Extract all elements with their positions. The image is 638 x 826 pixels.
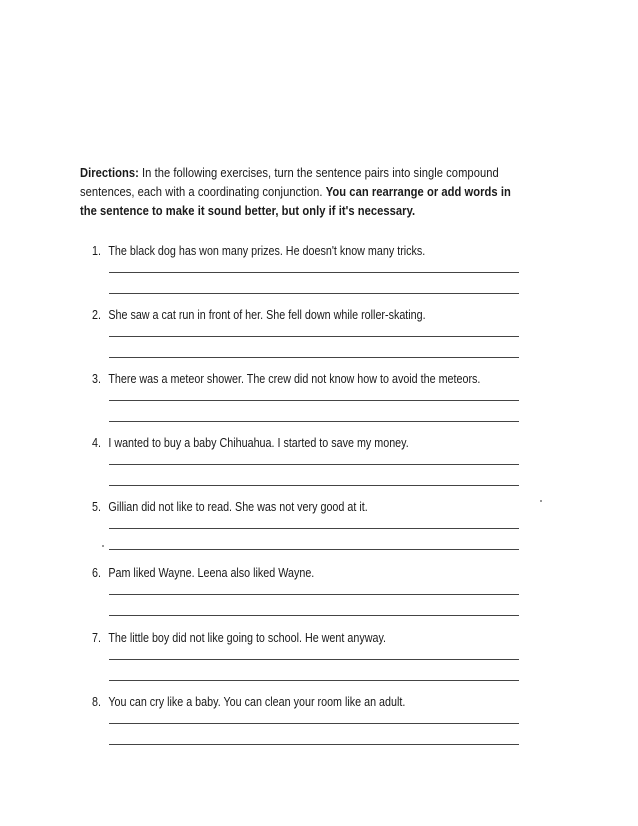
exercise-sentence: Gillian did not like to read. She was not very good at it.: [108, 500, 368, 514]
answer-line[interactable]: [109, 615, 519, 616]
answer-line[interactable]: [109, 421, 519, 422]
exercise-8: [92, 694, 532, 754]
exercise-number: 6.: [92, 566, 101, 580]
exercise-number: 3.: [92, 372, 101, 386]
exercise-sentence: You can cry like a baby. You can clean your room like an adult.: [108, 695, 406, 709]
exercise-2: [92, 307, 532, 367]
answer-line[interactable]: [109, 272, 519, 273]
exercise-number: 1.: [92, 244, 101, 258]
exercise-sentence: The little boy did not like going to school. He went anyway.: [108, 631, 387, 645]
answer-line[interactable]: [109, 357, 519, 358]
directions-text: In the following exercises, turn the sentence pairs into single compound sentences, each with a coordinating conjunction.: [80, 165, 499, 199]
answer-line[interactable]: [109, 659, 519, 660]
answer-line[interactable]: [109, 400, 519, 401]
exercise-number: 8.: [92, 695, 101, 709]
exercise-sentence: She saw a cat run in front of her. She fell down while roller-skating.: [108, 308, 426, 322]
answer-line[interactable]: [109, 336, 519, 337]
exercise-6: [92, 565, 532, 625]
directions-paragraph: [80, 163, 530, 220]
exercise-sentence: I wanted to buy a baby Chihuahua. I started to save my money.: [108, 436, 409, 450]
exercise-1: [92, 243, 532, 303]
exercise-7: [92, 630, 532, 690]
exercise-sentence: There was a meteor shower. The crew did not know how to avoid the meteors.: [108, 372, 481, 386]
exercise-5: [92, 499, 532, 559]
directions-bold-text: You can rearrange or add words in the sentence to make it sound better, but only if it's necessary.: [80, 184, 511, 218]
answer-line[interactable]: [109, 464, 519, 465]
exercise-number: 5.: [92, 500, 101, 514]
answer-line[interactable]: [109, 293, 519, 294]
exercise-4: [92, 435, 532, 495]
scan-speck: [102, 545, 104, 547]
answer-line[interactable]: [109, 549, 519, 550]
answer-line[interactable]: [109, 680, 519, 681]
exercise-sentence: Pam liked Wayne. Leena also liked Wayne.: [108, 566, 315, 580]
exercise-sentence: The black dog has won many prizes. He doesn't know many tricks.: [108, 244, 426, 258]
exercise-number: 2.: [92, 308, 101, 322]
answer-line[interactable]: [109, 485, 519, 486]
answer-line[interactable]: [109, 744, 519, 745]
answer-line[interactable]: [109, 594, 519, 595]
exercise-3: [92, 371, 532, 431]
answer-line[interactable]: [109, 723, 519, 724]
exercise-number: 7.: [92, 631, 101, 645]
scan-speck: [540, 500, 542, 502]
directions-label: Directions:: [80, 165, 139, 180]
answer-line[interactable]: [109, 528, 519, 529]
exercise-number: 4.: [92, 436, 101, 450]
